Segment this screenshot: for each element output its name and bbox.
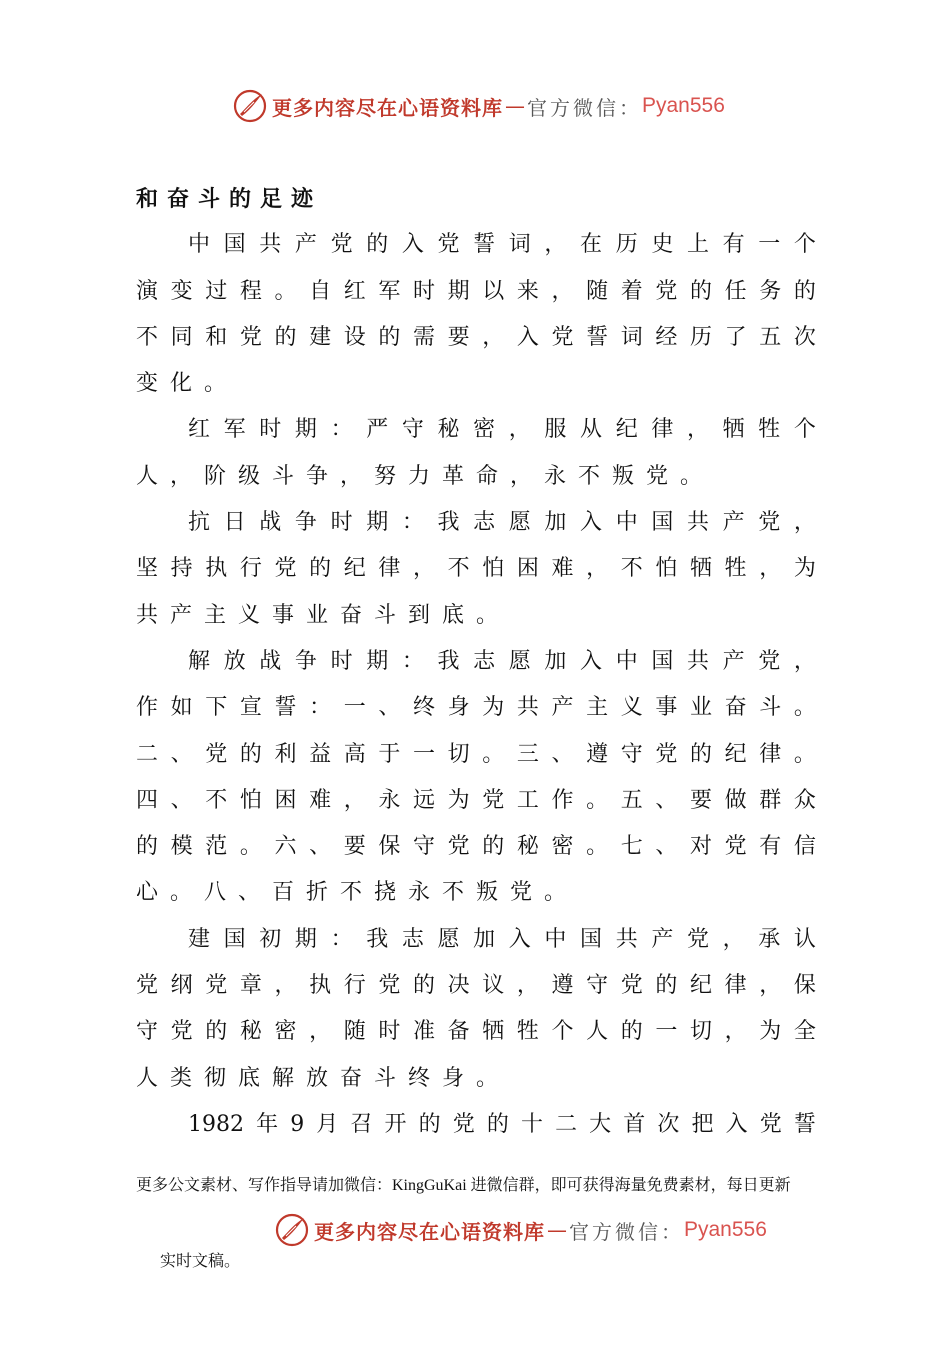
paragraph-line: 建 国 初 期 ： 我 志 愿 加 入 中 国 共 产 党 ， 承 认 xyxy=(188,926,816,952)
paragraph-line: 变化。 xyxy=(136,371,239,397)
paragraph-line: 红 军 时 期 ： 严 守 秘 密 ， 服 从 纪 律 ， 牺 牲 个 xyxy=(188,417,816,443)
paragraph-line: 抗 日 战 争 时 期 ： 我 志 愿 加 入 中 国 共 产 党 ， xyxy=(188,510,816,536)
paragraph-line: 中 国 共 产 党 的 入 党 誓 词 ， 在 历 史 上 有 一 个 xyxy=(188,232,816,258)
watermark-wechat-id: Pyan556 xyxy=(642,94,725,117)
paragraph-line: 解 放 战 争 时 期 ： 我 志 愿 加 入 中 国 共 产 党 ， xyxy=(188,648,816,674)
watermark-text: 更多内容尽在心语资料库 xyxy=(272,95,503,120)
paragraph-line: 坚 持 执 行 党 的 纪 律 ， 不 怕 困 难 ， 不 怕 牺 牲 ， 为 xyxy=(136,556,816,582)
paragraph-line: 四 、 不 怕 困 难 ， 永 远 为 党 工 作 。 五 、 要 做 群 众 xyxy=(136,787,816,813)
watermark-top xyxy=(232,84,725,128)
quill-logo-icon xyxy=(232,88,268,124)
watermark-dash: — xyxy=(547,1218,567,1242)
footer-note: 更多公文素材、写作指导请加微信：KingGuKai 进微信群，即可获得海量免费素材，每日更新 xyxy=(136,1177,791,1194)
section-heading: 和奋斗的足迹 xyxy=(136,186,323,212)
watermark-bottom xyxy=(274,1208,767,1252)
paragraph-line: 守 党 的 秘 密 ， 随 时 准 备 牺 牲 个 人 的 一 切 ， 为 全 xyxy=(136,1019,816,1045)
paragraph-line: 不 同 和 党 的 建 设 的 需 要 ， 入 党 誓 词 经 历 了 五 次 xyxy=(136,324,816,350)
document-body xyxy=(136,176,816,1148)
paragraph-line: 共产主义事业奋斗到底。 xyxy=(136,602,511,628)
paragraph-line: 作 如 下 宣 誓 ： 一 、 终 身 为 共 产 主 义 事 业 奋 斗 。 xyxy=(136,695,816,721)
paragraph-line: 人，阶级斗争，努力革命，永不叛党。 xyxy=(136,463,715,489)
quill-logo-icon xyxy=(274,1212,310,1248)
watermark-official-label: 官方微信： xyxy=(527,95,642,120)
watermark-dash: — xyxy=(505,94,525,118)
paragraph-line: 1982 年 9 月 召 开 的 党 的 十 二 大 首 次 把 入 党 誓 xyxy=(188,1111,816,1137)
watermark-wechat-id: Pyan556 xyxy=(684,1218,767,1241)
watermark-text: 更多内容尽在心语资料库 xyxy=(314,1219,545,1244)
watermark-official-label: 官方微信： xyxy=(569,1219,684,1244)
paragraph-line: 人类彻底解放奋斗终身。 xyxy=(136,1065,511,1091)
footer-tail: 实时文稿。 xyxy=(160,1253,241,1270)
paragraph-line: 心。八、百折不挠永不叛党。 xyxy=(136,880,579,906)
paragraph-line: 的 模 范 。 六 、 要 保 守 党 的 秘 密 。 七 、 对 党 有 信 xyxy=(136,834,816,860)
paragraph-line: 党 纲 党 章 ， 执 行 党 的 决 议 ， 遵 守 党 的 纪 律 ， 保 xyxy=(136,973,816,999)
paragraph-line: 二 、 党 的 利 益 高 于 一 切 。 三 、 遵 守 党 的 纪 律 。 xyxy=(136,741,816,767)
paragraph-line: 演 变 过 程 。 自 红 军 时 期 以 来 ， 随 着 党 的 任 务 的 xyxy=(136,278,816,304)
